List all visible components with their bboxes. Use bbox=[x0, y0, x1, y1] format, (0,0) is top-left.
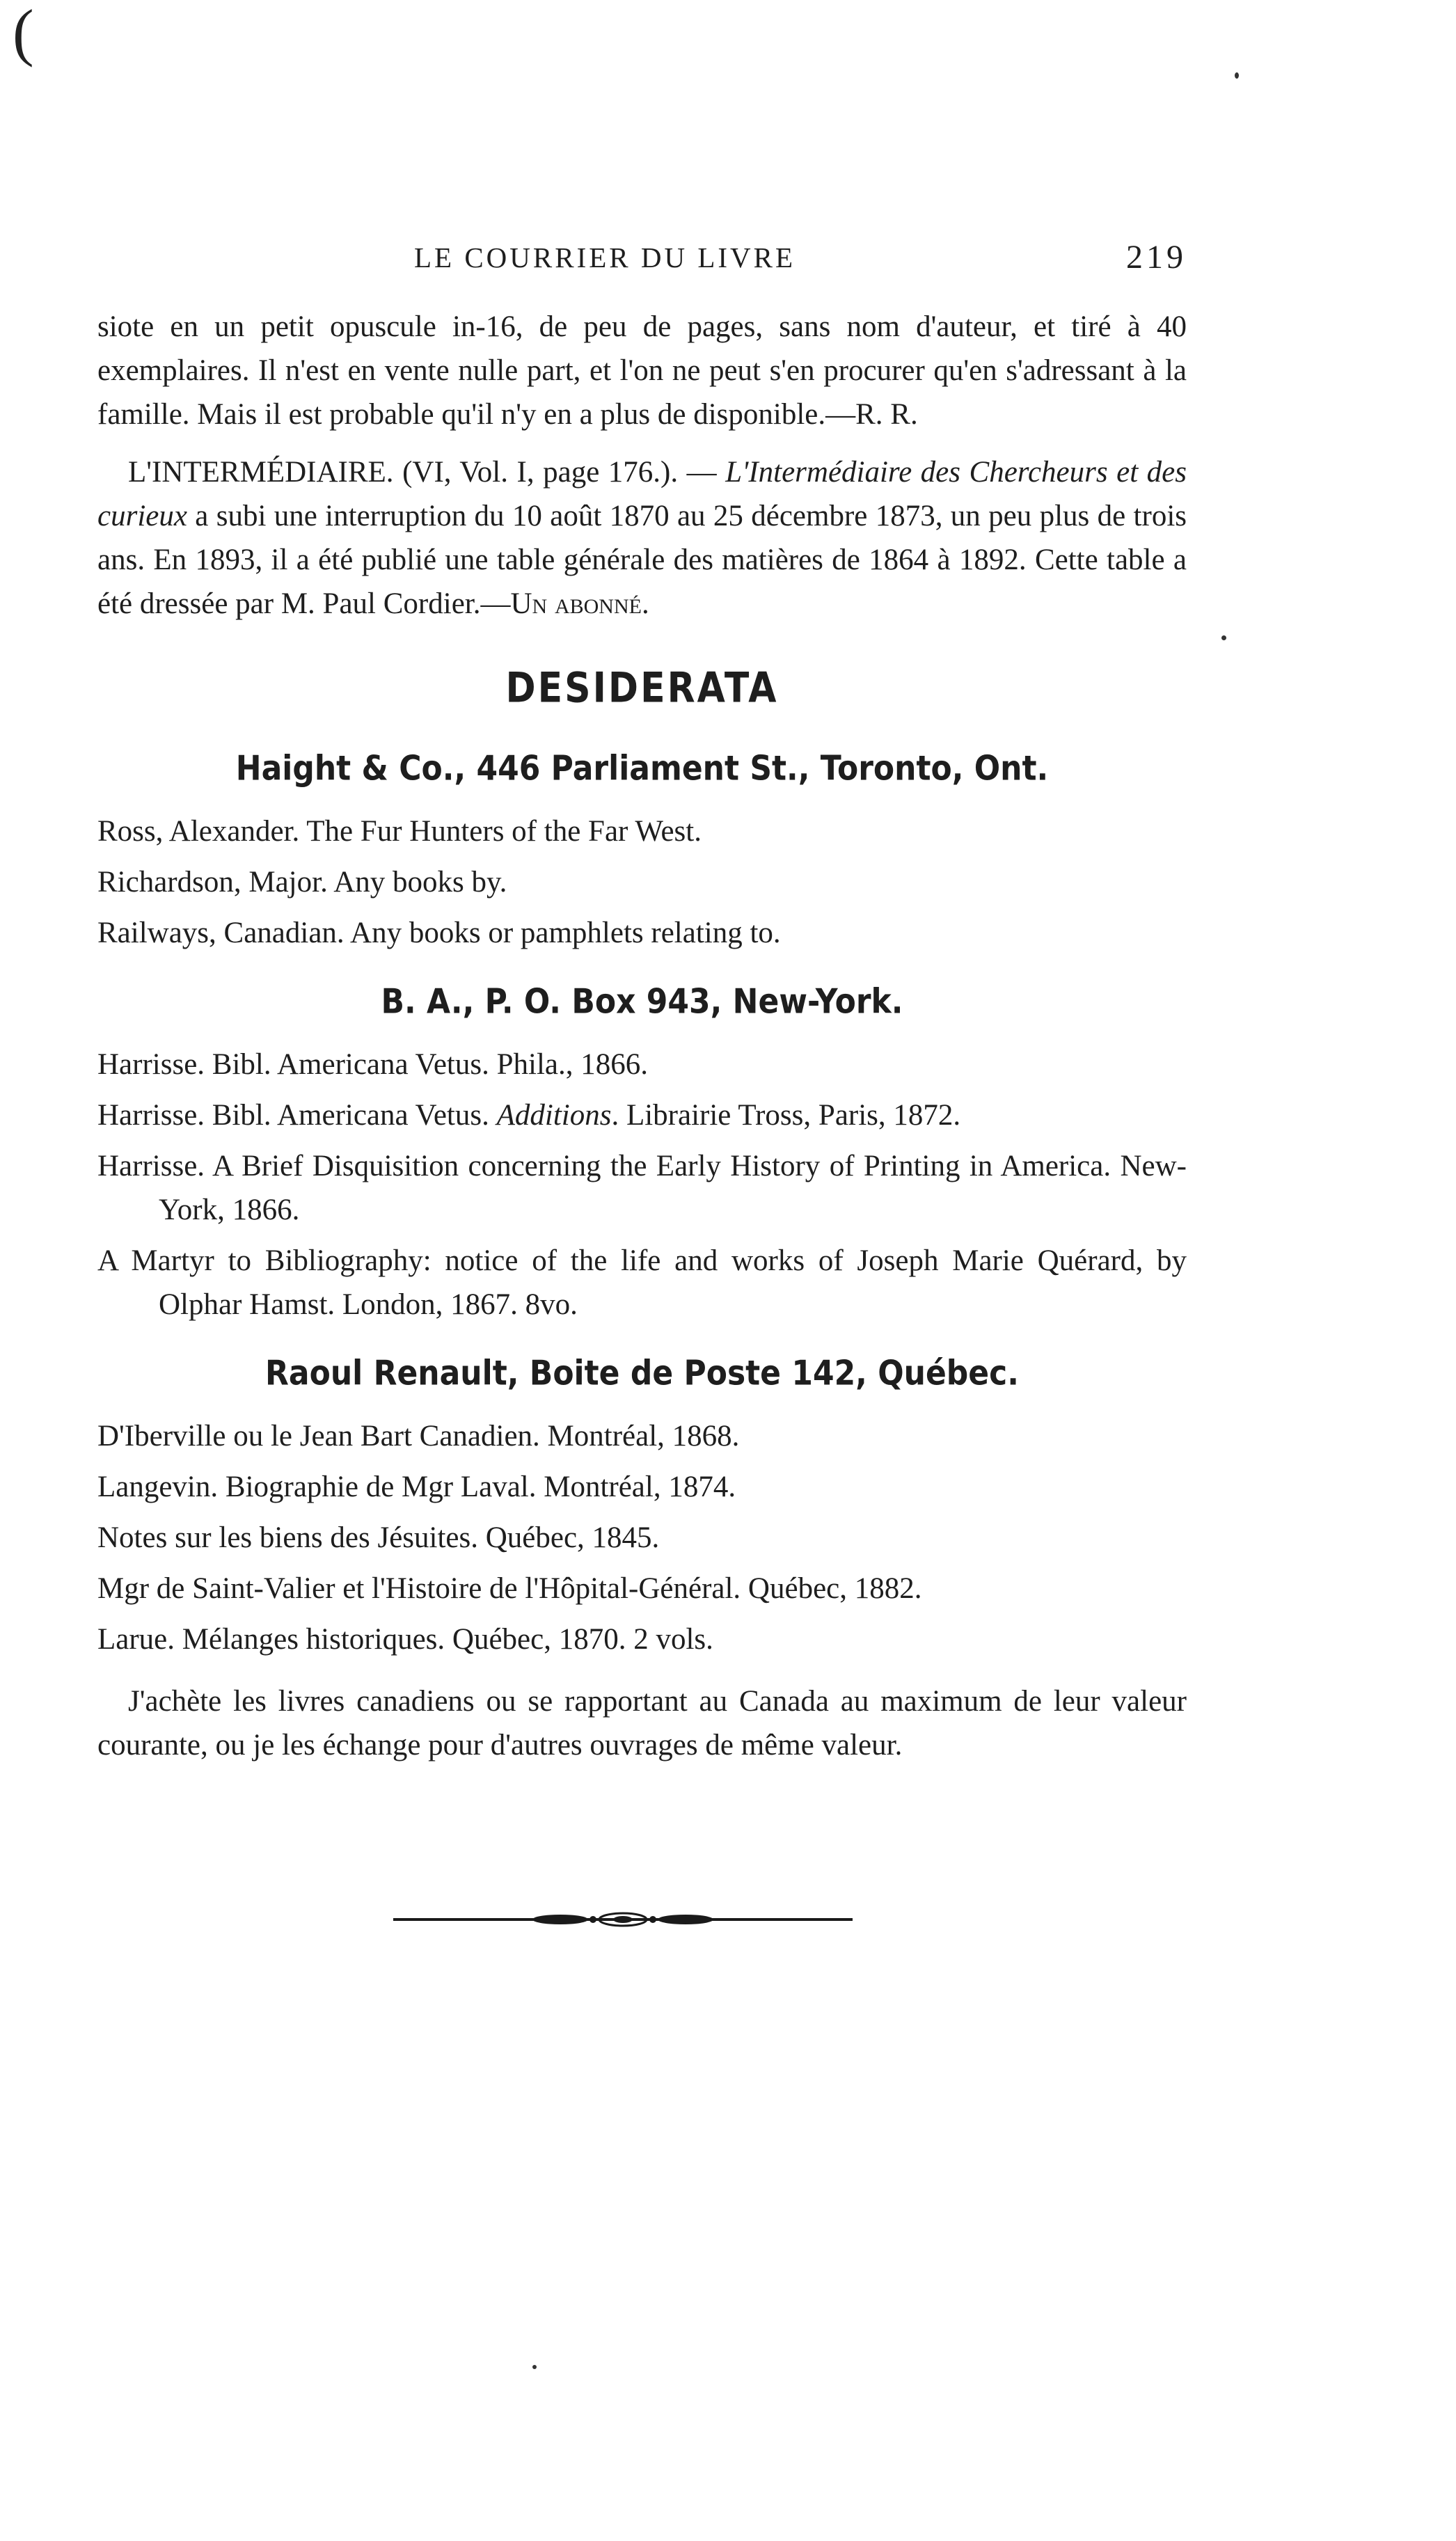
want-entry: Notes sur les biens des Jésuites. Québec, 1845. bbox=[97, 1521, 660, 1554]
want-entry bbox=[97, 1093, 1187, 1137]
entry-tail: . Librairie Tross, Paris, 1872. bbox=[611, 1099, 961, 1132]
page-body bbox=[97, 305, 1187, 1767]
want-entry: D'Iberville ou le Jean Bart Canadien. Montréal, 1868. bbox=[97, 1420, 740, 1452]
want-entry: Larue. Mélanges historiques. Québec, 1870. 2 vols. bbox=[97, 1623, 713, 1656]
page-header bbox=[97, 230, 1187, 285]
want-entry: Harrisse. Bibl. Americana Vetus. Phila., 1866. bbox=[97, 1048, 649, 1081]
intermediaire-journal-title: L'Intermédiaire des Chercheurs et des curieux bbox=[97, 456, 1187, 532]
intermediaire-text: a subi une interruption du 10 août 1870 au 25 décembre 1873, un peu plus de trois ans. En 1893, il a été publié une table générale des matières de 1864 à 1892. Cette table a été dressée par M. Paul Cordier.— bbox=[97, 500, 1187, 620]
entry-lead: Harrisse. Bibl. Americana Vetus. bbox=[97, 1099, 497, 1132]
ink-speck bbox=[1235, 72, 1239, 79]
dealer-heading-renault: Raoul Renault, Boite de Poste 142, Québec. bbox=[265, 1353, 1019, 1393]
continuation-paragraph: siote en un petit opuscule in-16, de peu de pages, sans nom d'auteur, et tiré à 40 exemplaires. Il n'est en vente nulle part, et l'on ne peut s'en procurer qu'en s'adressant à la famille. Mais il est probable qu'il n'y en a plus de disponible.—R. R. bbox=[97, 310, 1187, 431]
want-entry: Ross, Alexander. The Fur Hunters of the Far West. bbox=[97, 815, 702, 848]
closing-paragraph: J'achète les livres canadiens ou se rapportant au Canada au maximum de leur valeur courante, ou je les échange pour d'autres ouvrages de même valeur. bbox=[97, 1685, 1187, 1762]
section-title: DESIDERATA bbox=[505, 664, 779, 713]
ink-speck bbox=[1221, 635, 1226, 640]
running-title: LE COURRIER DU LIVRE bbox=[414, 242, 796, 274]
want-entry: Harrisse. A Brief Disquisition concerning the Early History of Printing in America. New-York, 1866. bbox=[97, 1150, 1187, 1226]
margin-mark: ( bbox=[13, 0, 34, 68]
intermediaire-paragraph bbox=[97, 450, 1187, 626]
entry-italic: Additions bbox=[496, 1099, 612, 1132]
page-number: 219 bbox=[1126, 239, 1187, 276]
want-entry: Richardson, Major. Any books by. bbox=[97, 866, 507, 899]
want-entry: Langevin. Biographie de Mgr Laval. Montréal, 1874. bbox=[97, 1471, 736, 1503]
dealer-heading-haight: Haight & Co., 446 Parliament St., Toronto, Ont. bbox=[235, 748, 1049, 789]
intermediaire-lead: L'INTERMÉDIAIRE. (VI, Vol. I, page 176.). — bbox=[128, 456, 726, 489]
want-entry: Mgr de Saint-Valier et l'Histoire de l'Hôpital-Général. Québec, 1882. bbox=[97, 1572, 922, 1605]
want-entry: Railways, Canadian. Any books or pamphlets relating to. bbox=[97, 917, 781, 949]
dealer-heading-ba: B. A., P. O. Box 943, New-York. bbox=[381, 981, 903, 1022]
want-entry: A Martyr to Bibliography: notice of the life and works of Joseph Marie Quérard, by Olphar Hamst. London, 1867. 8vo. bbox=[97, 1244, 1187, 1321]
decorative-rule bbox=[393, 1906, 853, 1933]
intermediaire-signature: Un abonné. bbox=[510, 587, 649, 620]
ink-speck bbox=[532, 2365, 537, 2369]
